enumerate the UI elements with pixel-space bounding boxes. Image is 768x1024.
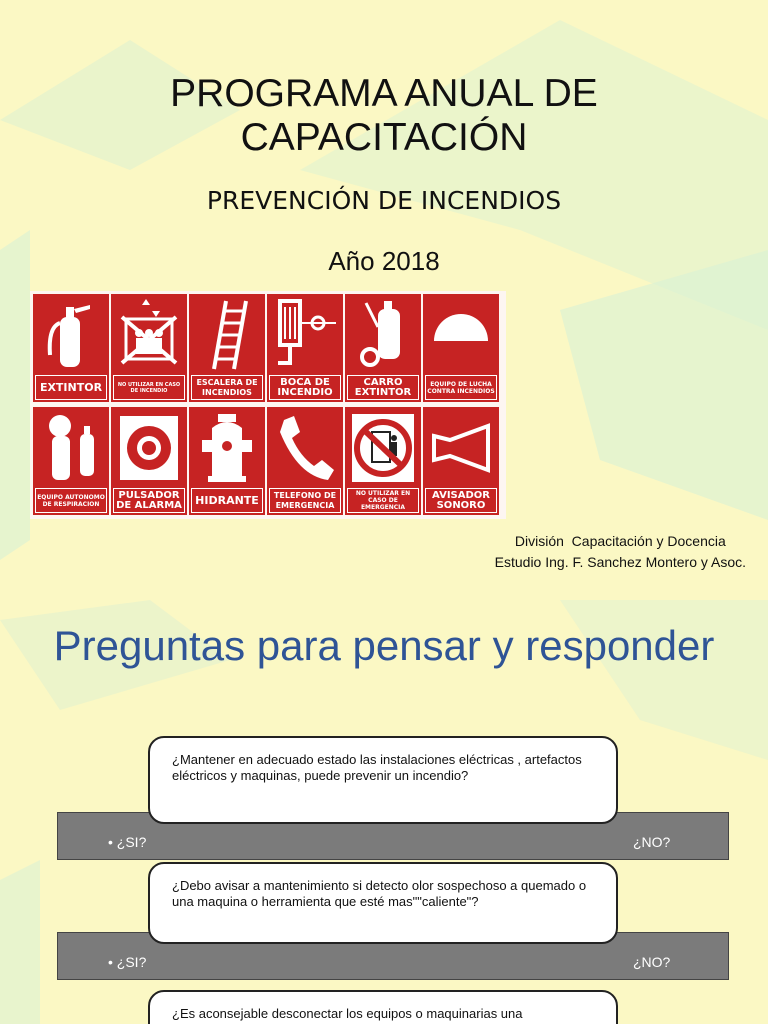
horn-icon	[426, 410, 496, 486]
sign-label: HIDRANTE	[191, 488, 263, 513]
question-box: ¿Debo avisar a mantenimiento si detecto olor sospechoso a quemado o una maquina o herramienta que esté mas""caliente"?	[148, 862, 618, 944]
sign-label: BOCA DE INCENDIO	[269, 375, 341, 400]
hydrant-icon	[192, 410, 262, 486]
sign-label: EXTINTOR	[35, 375, 107, 400]
breathing-apparatus-icon	[36, 410, 106, 486]
sign-label: PULSADOR DE ALARMA	[113, 488, 185, 513]
question-box: ¿Mantener en adecuado estado las instalaciones eléctricas , artefactos eléctricos y maquinas, puede prevenir un incendio?	[148, 736, 618, 824]
sign-pulsador	[111, 407, 187, 515]
sign-boca	[267, 294, 343, 402]
sign-label: TELEFONO DE EMERGENCIA	[269, 488, 341, 513]
title-line-1: PROGRAMA ANUAL DE	[170, 72, 598, 115]
slide-subtitle: PREVENCIÓN DE INCENDIOS	[206, 186, 562, 215]
sign-extintor	[33, 294, 109, 402]
sign-respiracion	[33, 407, 109, 515]
credit-block	[495, 531, 746, 573]
answer-yes: • ¿SI?	[108, 834, 147, 850]
alarm-button-icon	[114, 410, 184, 486]
credit-studio: Estudio Ing. F. Sanchez Montero y Asoc.	[494, 554, 746, 570]
ladder-icon	[192, 297, 262, 373]
fire-signs-image	[30, 291, 506, 519]
sign-label: ESCALERA DE INCENDIOS	[191, 375, 263, 400]
sign-label: NO UTILIZAR EN CASO DE EMERGENCIA	[347, 488, 419, 513]
answer-no: ¿NO?	[633, 954, 671, 970]
sign-no-utilizar	[345, 407, 421, 515]
sign-label: NO UTILIZAR EN CASO DE INCENDIO	[113, 375, 185, 400]
sign-label: EQUIPO DE LUCHA CONTRA INCENDIOS	[425, 375, 497, 400]
sign-carro	[345, 294, 421, 402]
sign-equipo-lucha	[423, 294, 499, 402]
sign-telefono	[267, 407, 343, 515]
questions-heading: Preguntas para pensar y responder	[53, 622, 715, 669]
sign-escalera	[189, 294, 265, 402]
slide-title	[0, 72, 768, 160]
answer-no: ¿NO?	[633, 834, 671, 850]
phone-icon	[270, 410, 340, 486]
sign-hidrante	[189, 407, 265, 515]
prohibited-icon	[348, 410, 418, 486]
fire-hose-icon	[270, 297, 340, 373]
sign-no-elevator	[111, 294, 187, 402]
extinguisher-cart-icon	[348, 297, 418, 373]
question-box: ¿Es aconsejable desconectar los equipos o maquinarias una	[148, 990, 618, 1024]
sign-label: CARRO EXTINTOR	[347, 375, 419, 400]
sign-label: EQUIPO AUTONOMO DE RESPIRACION	[35, 488, 107, 513]
dome-icon	[426, 297, 496, 373]
sign-label: AVISADOR SONORO	[425, 488, 497, 513]
slide-year: Año 2018	[328, 246, 440, 276]
title-line-2: CAPACITACIÓN	[240, 116, 528, 159]
no-elevator-icon	[114, 297, 184, 373]
credit-division: División Capacitación y Docencia	[514, 533, 726, 549]
sign-avisador	[423, 407, 499, 515]
fire-extinguisher-icon	[36, 297, 106, 373]
answer-yes: • ¿SI?	[108, 954, 147, 970]
questions-slide	[0, 600, 768, 1024]
